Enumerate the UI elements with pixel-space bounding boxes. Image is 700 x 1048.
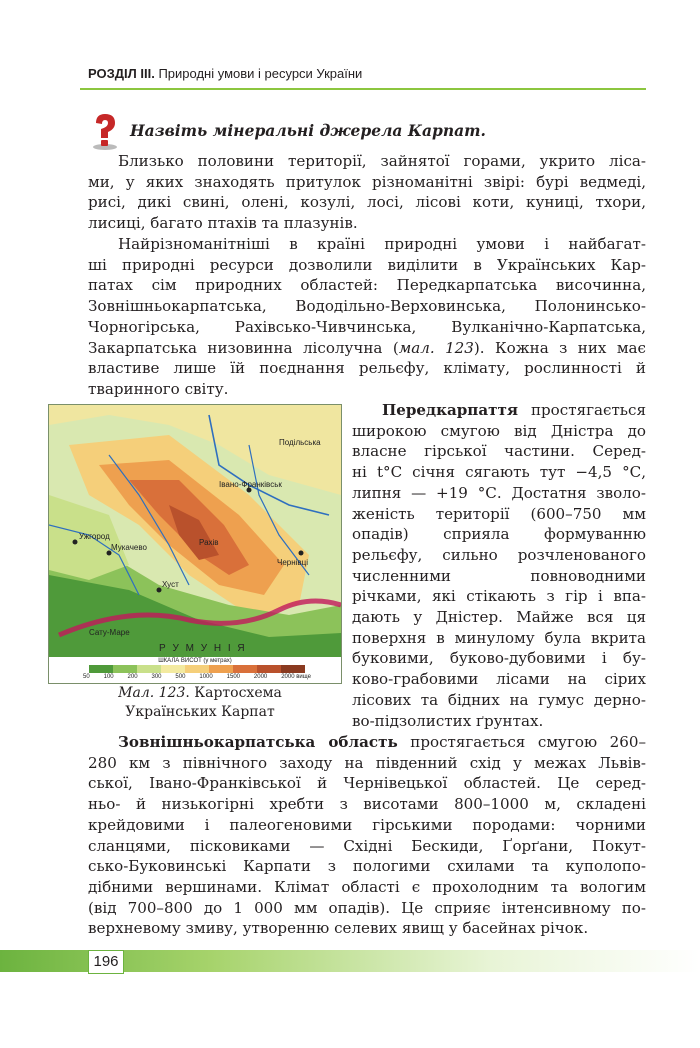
text-line: поверхня в минулому була вкрита bbox=[352, 628, 646, 647]
legend-value: 500 bbox=[175, 674, 186, 680]
text-line: дібними вершинами. Клімат області є прохолодним та вологим bbox=[88, 877, 646, 896]
legend-swatch bbox=[185, 665, 209, 673]
legend-swatch bbox=[161, 665, 185, 673]
paragraph-peredkarpattia bbox=[352, 400, 646, 731]
place-label: Сату-Маре bbox=[89, 628, 130, 637]
carpathians-map bbox=[48, 404, 342, 684]
text-line: ньо- й низькогірні хребти з висотами 800–1000 м, складені bbox=[88, 795, 646, 814]
text-line: (від 700–800 до 1 000 мм опадів). Це сприяє інтенсивному по- bbox=[88, 898, 646, 917]
place-label: Подільська bbox=[279, 438, 321, 447]
text-line: Чорногірська, Рахівсько-Чивчинська, Вулканічно-Карпатська, bbox=[88, 317, 646, 336]
text-line: липня — +19 °С. Достатня зволо- bbox=[352, 483, 646, 502]
text-line: опадів) сприяла формуванню bbox=[352, 525, 646, 544]
country-label: Р У М У Н І Я bbox=[159, 643, 247, 654]
text-line: 280 км з північного заходу на південний схід у межах Львів- bbox=[88, 753, 646, 772]
legend-value: 1500 bbox=[226, 674, 240, 680]
text-line: ми, у яких знаходять притулок різноманітні звірі: бурі ведмеді, bbox=[88, 172, 646, 191]
text-line: ші природні ресурси дозволили виділити в Українських Кар- bbox=[88, 255, 646, 274]
paragraph-regions bbox=[88, 234, 646, 400]
paragraph-fauna bbox=[88, 151, 646, 234]
legend-title: ШКАЛА ВИСОТ (у метрах) bbox=[158, 658, 232, 664]
caption-line: Українських Карпат bbox=[125, 704, 275, 720]
text-line: лисиці, багато птахів та плазунів. bbox=[88, 214, 358, 233]
text-line bbox=[88, 338, 646, 359]
text-line: ні t°С січня сягають тут −4,5 °С, bbox=[352, 463, 646, 482]
text-line bbox=[352, 400, 646, 421]
text-line: рельєфу, сильно розчленованого bbox=[352, 545, 646, 564]
text-line: тваринного світу. bbox=[88, 379, 229, 398]
text-line: широкою смугою від Дністра до bbox=[352, 421, 646, 440]
question-heading: Назвіть мінеральні джерела Карпат. bbox=[130, 121, 486, 140]
legend-swatch bbox=[209, 665, 233, 673]
section-label: РОЗДІЛ ІІІ. bbox=[88, 66, 155, 81]
text-fragment: ). Кожна з них має bbox=[473, 338, 647, 357]
legend-swatch bbox=[137, 665, 161, 673]
text-fragment: простягається bbox=[518, 401, 646, 419]
legend-value: 200 bbox=[127, 674, 138, 680]
text-line: власне гірської частини. Серед- bbox=[352, 442, 646, 461]
text-line: ково-грабовими лісами на сірих bbox=[352, 670, 646, 689]
legend-swatch bbox=[113, 665, 137, 673]
text-line: во-підзолистих ґрунтах. bbox=[352, 711, 544, 730]
figure-reference: мал. 123 bbox=[398, 338, 474, 357]
text-line: властиве лише їй поєднання рельєфу, клімату, рослинності й bbox=[88, 359, 646, 378]
map-legend bbox=[49, 657, 341, 683]
section-title: Природні умови і ресурси України bbox=[158, 66, 363, 81]
legend-value: 2000 bbox=[253, 674, 268, 680]
legend-swatches bbox=[89, 665, 305, 673]
caption-text: . Картосхема bbox=[185, 685, 282, 701]
place-label: Мукачево bbox=[111, 543, 147, 552]
legend-value: 50 bbox=[83, 674, 90, 680]
legend-swatch bbox=[233, 665, 257, 673]
legend-value: 1000 bbox=[199, 674, 213, 680]
text-line: крейдовими і палеогеновими гірськими породами: чорними bbox=[88, 815, 646, 834]
figure-caption bbox=[80, 684, 320, 722]
legend-swatch bbox=[257, 665, 281, 673]
legend-swatch bbox=[89, 665, 113, 673]
text-line: річками, які стікають з гір і впа- bbox=[352, 587, 646, 606]
relief-map-graphic bbox=[49, 405, 341, 657]
text-line: лісових та бідних на гумус дерно- bbox=[352, 690, 646, 709]
legend-labels bbox=[83, 674, 311, 682]
legend-value: 2000 вище bbox=[281, 674, 311, 680]
text-line: Найрізноманітніші в країні природні умови і найбагат- bbox=[118, 235, 646, 253]
place-label: Івано-Франківськ bbox=[219, 480, 282, 489]
text-line: дають у Дністер. Майже вся ця bbox=[352, 608, 646, 627]
text-line: рисі, дикі свині, олені, козулі, лосі, лісові коти, куниці, тхори, bbox=[88, 193, 646, 212]
text-line: численними повноводними bbox=[352, 566, 646, 585]
text-line: сько-Буковинські Карпати з пологими схилами та куполопо- bbox=[88, 857, 646, 876]
text-fragment: простягається смугою 260– bbox=[397, 733, 646, 751]
figure-label: Мал. 123 bbox=[118, 685, 186, 701]
caption-line bbox=[80, 684, 320, 703]
question-mark-icon bbox=[88, 111, 122, 151]
legend-value: 100 bbox=[103, 674, 114, 680]
legend-value: 300 bbox=[151, 674, 162, 680]
page-number: 196 bbox=[88, 950, 124, 974]
text-line: женість території (600–750 мм bbox=[352, 504, 646, 523]
text-fragment: Закарпатська низовинна лісолучна ( bbox=[88, 338, 399, 357]
term-heading: Передкарпаття bbox=[382, 401, 518, 419]
header bbox=[88, 66, 648, 81]
paragraph-external-carpathians bbox=[88, 732, 646, 939]
text-line: патах сім природних областей: Передкарпатська височинна, bbox=[88, 276, 646, 295]
text-line: Зовнішньокарпатська, Вододільно-Верховинська, Полонинсько- bbox=[88, 297, 646, 316]
place-label: Чернівці bbox=[277, 558, 309, 567]
text-line: сланцями, пісковиками — Східні Бескиди, Ґорґани, Покут- bbox=[88, 836, 646, 855]
text-line: верхневому змиву, утворенню селевих явищ у басейнах річок. bbox=[88, 919, 589, 938]
text-line: ської, Івано-Франківської й Чернівецької областей. Це серед- bbox=[88, 774, 646, 793]
term-heading: Зовнішньокарпатська область bbox=[118, 733, 398, 751]
text-line bbox=[88, 732, 646, 753]
place-label: Ужгород bbox=[79, 532, 110, 541]
legend-swatch bbox=[281, 665, 305, 673]
text-line: Близько половини території, зайнятої горами, укрито ліса- bbox=[118, 152, 646, 170]
header-rule bbox=[80, 88, 646, 90]
place-label: Хуст bbox=[162, 580, 179, 589]
place-label: Рахів bbox=[199, 538, 219, 547]
text-line: буковими, буково-дубовими і бу- bbox=[352, 649, 646, 668]
